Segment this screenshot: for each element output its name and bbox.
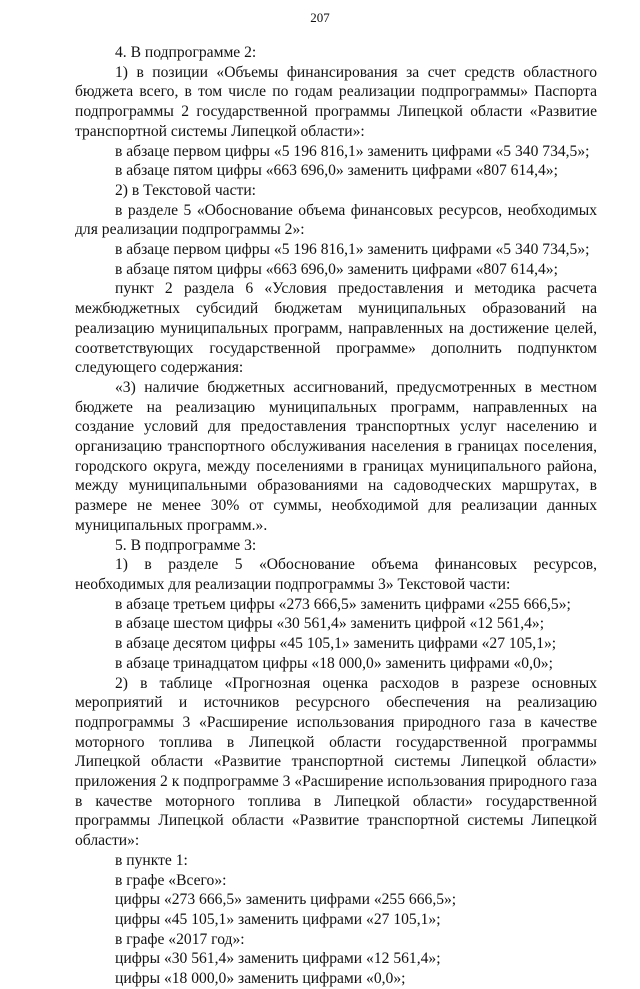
paragraph-2017-amend-1: цифры «30 561,4» заменить цифрами «12 561,4»; [115, 950, 441, 968]
paragraph-amend-thirteenth: в абзаце тринадцатом цифры «18 000,0» заменить цифрами «0,0»; [115, 654, 553, 672]
paragraph-subprogram-3-heading: 5. В подпрограмме 3: [115, 536, 257, 554]
paragraph-item-2-text-part: 2) в Текстовой части: [115, 181, 256, 199]
paragraph-section-6-point-2: пункт 2 раздела 6 «Условия предоставления и методика расчета межбюджетных субсидий бюджетам муниципальных образований на реализацию муниципальных программ, направленных на достижение целей, соответствующих государственной программе» дополнить подпунктом следующего содержания: [75, 280, 597, 377]
paragraph-column-2017: в графе «2017 год»: [115, 930, 245, 948]
document-body [75, 43, 597, 989]
paragraph-amend-sixth: в абзаце шестом цифры «30 561,4» заменить цифрой «12 561,4»; [115, 615, 545, 633]
paragraph-item-1-position: 1) в позиции «Объемы финансирования за счет средств областного бюджета всего, в том числе по годам реализации подпрограммы» Паспорта подпрограммы 2 государственной программы Липецкой области «Развитие транспортной системы Липецкой области»: [75, 63, 597, 140]
paragraph-table-forecast: 2) в таблице «Прогнозная оценка расходов в разрезе основных мероприятий и источников ресурсного обеспечения на реализацию подпрограммы 3 «Расширение использования природного газа в качестве моторного топлива в Липецкой области государственной программы Липецкой области «Развитие транспортной системы Липецкой области» приложения 2 к подпрограмме 3 «Расширение использования природного газа в качестве моторного топлива в Липецкой области» государственной программы Липецкой области «Развитие транспортной системы Липецкой области»: [75, 674, 597, 850]
page-number: 207 [310, 10, 330, 25]
paragraph-point-1: в пункте 1: [115, 851, 188, 869]
paragraph-sp3-section-5: 1) в разделе 5 «Обоснование объема финансовых ресурсов, необходимых для реализации подпрограммы 3» Текстовой части: [75, 556, 597, 593]
paragraph-amend-third: в абзаце третьем цифры «273 666,5» заменить цифрами «255 666,5»; [115, 595, 571, 613]
paragraph-new-subpoint-3: «3) наличие бюджетных ассигнований, предусмотренных в местном бюджете на реализацию муниципальных программ, направленных на создание условий для предоставления транспортных услуг населению и организацию транспортного обслуживания населения в границах поселения, городского округа, между поселениями в границах муниципального района, между муниципальными образованиями на садоводческих маршрутах, в размере не менее 30% от суммы, необходимой для реализации данных муниципальных программ.». [75, 378, 597, 534]
paragraph-amend-fifth: в абзаце пятом цифры «663 696,0» заменить цифрами «807 614,4»; [115, 162, 558, 180]
paragraph-amend-first: в абзаце первом цифры «5 196 816,1» заменить цифрами «5 340 734,5»; [115, 142, 590, 160]
paragraph-total-amend-1: цифры «273 666,5» заменить цифрами «255 666,5»; [115, 891, 457, 909]
paragraph-total-amend-2: цифры «45 105,1» заменить цифрами «27 105,1»; [115, 910, 441, 928]
paragraph-amend-fifth-2: в абзаце пятом цифры «663 696,0» заменить цифрами «807 614,4»; [115, 260, 558, 278]
paragraph-amend-first-2: в абзаце первом цифры «5 196 816,1» заменить цифрами «5 340 734,5»; [115, 241, 590, 259]
paragraph-subprogram-2-heading: 4. В подпрограмме 2: [115, 44, 257, 61]
paragraph-amend-tenth: в абзаце десятом цифры «45 105,1» заменить цифрами «27 105,1»; [115, 635, 557, 653]
paragraph-section-5: в разделе 5 «Обоснование объема финансовых ресурсов, необходимых для реализации подпрограммы 2»: [75, 201, 597, 239]
paragraph-column-total: в графе «Всего»: [115, 871, 227, 889]
paragraph-2017-amend-2: цифры «18 000,0» заменить цифрами «0,0»; [115, 970, 406, 988]
